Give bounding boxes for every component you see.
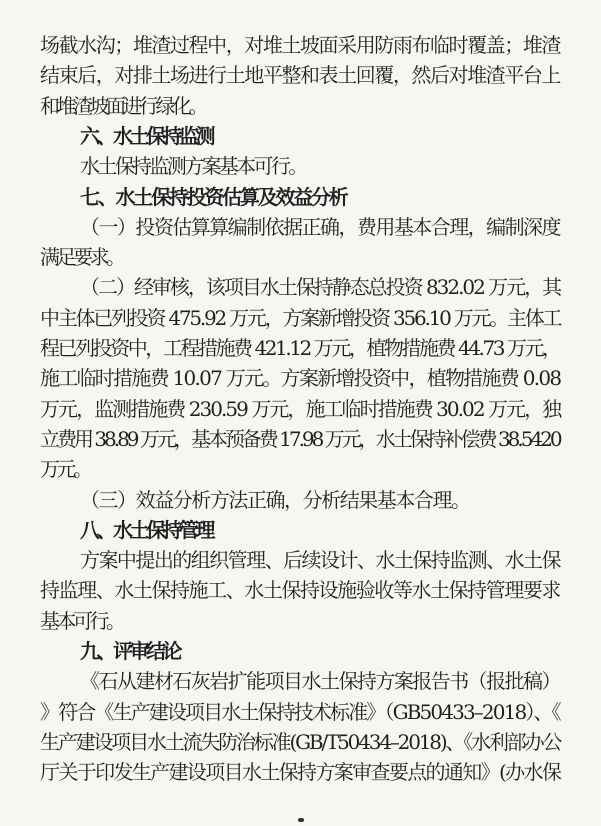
text-line: （三）效益分析方法正确，分析结果基本合理。 bbox=[80, 487, 470, 512]
section-heading: 七、水土保持投资估算及效益分析 bbox=[80, 184, 347, 209]
text-line: 场截水沟；堆渣过程中，对堆土坡面采用防雨布临时覆盖；堆渣 bbox=[40, 33, 560, 57]
text-line: 持监理、水土保持施工、水土保持设施验收等水土保持管理要求 bbox=[40, 578, 560, 603]
text-line: 和堆渣坡面进行绿化。 bbox=[40, 93, 205, 118]
text-line: 方案中提出的组织管理、后续设计、水土保持监测、水土保 bbox=[80, 548, 560, 573]
section-heading: 八、水土保持管理 bbox=[80, 517, 212, 542]
text-line: （二）经审核，该项目水土保持静态总投资 832.02 万元，其 bbox=[80, 275, 561, 300]
text-line: 厅关于印发生产建设项目水土保持方案审查要点的通知》(办水保 bbox=[40, 760, 561, 785]
text-line: 》符合《生产建设项目水土保持技术标准》（GB50433–2018）、《 bbox=[40, 699, 560, 724]
text-line: 施工临时措施费 10.07 万元。方案新增投资中，植物措施费 0.08 bbox=[40, 366, 561, 391]
text-line: 生产建设项目水土流失防治标准(GB/T50434–2018)、《水利部办公 bbox=[40, 729, 561, 754]
text-line: 万元，监测措施费 230.59 万元，施工临时措施费 30.02 万元，独 bbox=[40, 396, 561, 421]
text-line: 结束后，对排土场进行土地平整和表土回覆，然后对堆渣平台上 bbox=[40, 63, 560, 88]
text-line: （一）投资估算算编制依据正确，费用基本合理，编制深度 bbox=[80, 214, 560, 239]
text-line: 基本可行。 bbox=[40, 608, 123, 633]
text-line: 水土保持监测方案基本可行。 bbox=[80, 154, 306, 179]
text-line: 程已列投资中，工程措施费 421.12 万元，植物措施费 44.73 万元， bbox=[40, 336, 560, 360]
page-mark bbox=[298, 818, 304, 822]
text-line: 中主体已列投资 475.92 万元，方案新增投资 356.10 万元。主体工 bbox=[40, 305, 561, 330]
section-heading: 九、评审结论 bbox=[80, 639, 179, 663]
text-line: 满足要求。 bbox=[40, 245, 123, 270]
text-line: 万元。 bbox=[40, 457, 90, 482]
text-line: 《石从建材石灰岩扩能项目水土保持方案报告书（报批稿） bbox=[80, 669, 560, 694]
text-line: 立费用 38.89 万元，基本预备费 17.98 万元，水土保持补偿费 38.5420 bbox=[40, 426, 560, 451]
section-heading: 六、水土保持监测 bbox=[80, 123, 212, 148]
